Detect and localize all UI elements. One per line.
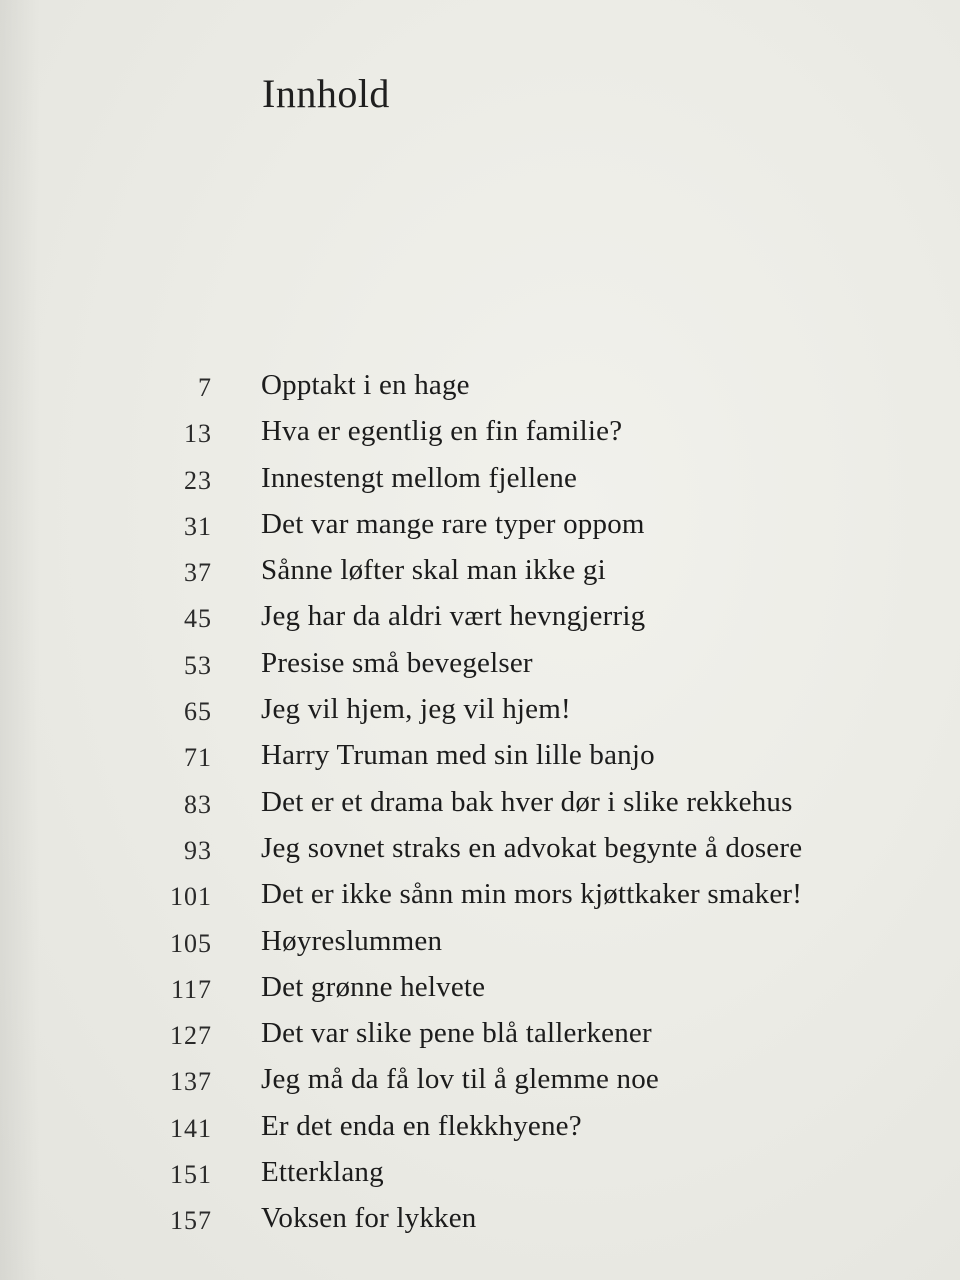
- toc-chapter-title: Jeg må da få lov til å glemme noe: [261, 1063, 659, 1096]
- toc-page-number: 31: [184, 511, 212, 541]
- toc-entry: [0, 871, 960, 917]
- toc-entry: [0, 547, 960, 593]
- toc-page-number: 37: [184, 558, 212, 588]
- toc-page-number: 7: [198, 373, 212, 402]
- toc-chapter-title: Hva er egentlig en fin familie?: [261, 415, 623, 448]
- toc-chapter-title: Voksen for lykken: [261, 1202, 477, 1235]
- toc-entry: [0, 1056, 960, 1102]
- toc-entry: [0, 408, 960, 454]
- toc-chapter-title: Harry Truman med sin lille banjo: [261, 739, 655, 772]
- toc-page-number: 157: [170, 1206, 212, 1236]
- toc-page-number: 117: [170, 974, 212, 1004]
- toc-page-number: 101: [170, 882, 212, 912]
- toc-chapter-title: Presise små bevegelser: [261, 646, 533, 679]
- toc-page-number: 105: [170, 928, 212, 958]
- toc-chapter-title: Jeg vil hjem, jeg vil hjem!: [261, 693, 571, 726]
- toc-page-number: 13: [184, 419, 212, 449]
- toc-entry: [0, 1010, 960, 1056]
- toc-page-number: 93: [184, 835, 212, 865]
- toc-entry: [0, 501, 960, 547]
- toc-chapter-title: Innestengt mellom fjellene: [261, 461, 578, 494]
- page-title: Innhold: [262, 71, 390, 116]
- toc-chapter-title: Det grønne helvete: [261, 970, 486, 1003]
- toc-entry: [0, 825, 960, 871]
- toc-entry: [0, 593, 960, 639]
- toc-chapter-title: Det var mange rare typer oppom: [261, 507, 645, 540]
- toc-chapter-title: Det var slike pene blå tallerkener: [261, 1017, 652, 1050]
- toc-chapter-title: Det er et drama bak hver dør i slike rekkehus: [261, 785, 793, 818]
- toc-chapter-title: Det er ikke sånn min mors kjøttkaker smaker!: [261, 878, 803, 911]
- toc-entry: [0, 455, 960, 501]
- toc-page-number: 137: [170, 1067, 212, 1097]
- toc-entry: [0, 1103, 960, 1149]
- toc-chapter-title: Etterklang: [261, 1156, 384, 1189]
- toc-entry: [0, 918, 960, 964]
- toc-entry: [0, 686, 960, 732]
- toc-page-number: 65: [184, 697, 212, 727]
- toc-page-number: 127: [170, 1021, 212, 1051]
- toc-entry: [0, 640, 960, 686]
- toc-chapter-title: Høyreslummen: [261, 924, 443, 957]
- toc-entry: [0, 779, 960, 825]
- toc-page-number: 23: [184, 465, 212, 495]
- toc-chapter-title: Sånne løfter skal man ikke gi: [261, 554, 606, 587]
- toc-page-number: 71: [184, 743, 212, 773]
- toc-entry: [0, 732, 960, 778]
- toc-entry: [0, 362, 960, 408]
- toc-chapter-title: Opptakt i en hage: [261, 369, 470, 401]
- toc-chapter-title: Er det enda en flekkhyene?: [261, 1109, 582, 1142]
- toc-page-number: 151: [170, 1160, 212, 1190]
- toc-entry: [0, 1195, 960, 1241]
- table-of-contents: [0, 362, 960, 1242]
- toc-entry: [0, 1149, 960, 1195]
- toc-page-number: 45: [184, 604, 212, 634]
- toc-page-number: 53: [184, 650, 212, 680]
- toc-entry: [0, 964, 960, 1010]
- toc-chapter-title: Jeg har da aldri vært hevngjerrig: [261, 600, 646, 633]
- toc-page-number: 83: [184, 789, 212, 819]
- toc-chapter-title: Jeg sovnet straks en advokat begynte å dosere: [261, 831, 803, 864]
- toc-page-number: 141: [170, 1113, 212, 1143]
